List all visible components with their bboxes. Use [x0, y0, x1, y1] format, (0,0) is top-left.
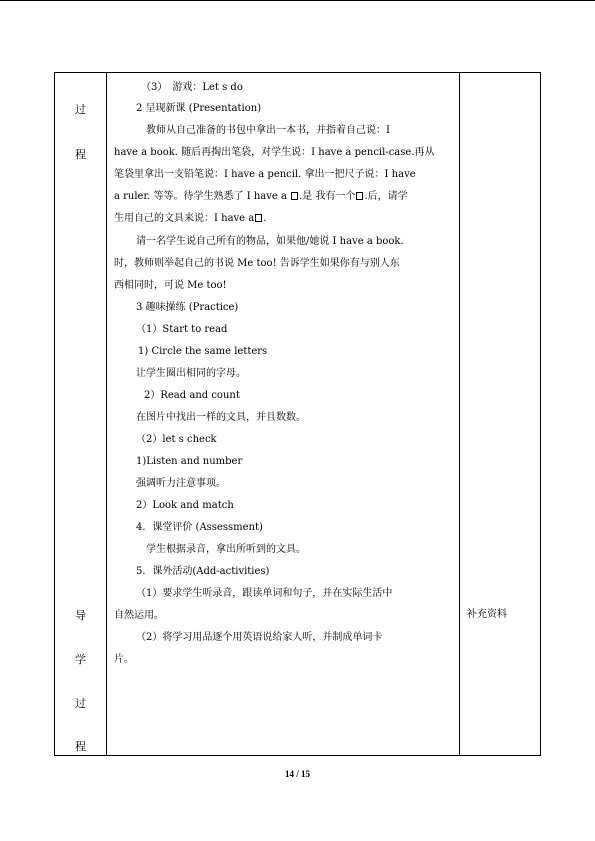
- supplementary-label: 补充资料: [467, 609, 507, 620]
- page-number: 14 / 15: [284, 769, 310, 779]
- text-segment: .后，请学: [364, 191, 408, 202]
- text-line: 3 趣味操练 (Practice): [136, 302, 239, 313]
- text-line: 1) Circle the same letters: [138, 346, 268, 357]
- text-line: [114, 212, 266, 226]
- column-divider-right: [459, 73, 460, 755]
- side-label-char: 学: [75, 653, 86, 666]
- text-line: 学生根据录音，拿出所听到的文具。: [146, 544, 306, 555]
- text-segment: a ruler. 等等。待学生熟悉了 I have a: [114, 191, 287, 202]
- text-line: （1）Start to read: [136, 324, 228, 335]
- text-segment: .是 我有一个: [299, 191, 356, 202]
- text-line: （2）将学习用品逐个用英语说给家人听，并制成单词卡: [136, 632, 383, 643]
- side-label-char: 程: [75, 740, 86, 753]
- text-line: 请一名学生说自己所有的物品，如果他/她说 I have a book.: [136, 236, 404, 247]
- blank-box: [356, 192, 363, 200]
- text-line: have a book. 随后再掏出笔袋，对学生说：I have a pencil-case.再从: [114, 147, 435, 158]
- blank-box: [255, 214, 262, 222]
- text-line: 4．课堂评价 (Assessment): [136, 522, 263, 533]
- text-line: 1)Listen and number: [136, 456, 243, 467]
- text-segment: 生用自己的文具来说：I have a: [114, 213, 255, 224]
- side-label-char: 过: [75, 697, 86, 710]
- text-line: （2）let s check: [136, 434, 217, 445]
- side-label-char: 导: [75, 609, 86, 622]
- side-label-char: 程: [75, 148, 86, 161]
- text-line: 让学生圈出相同的字母。: [136, 368, 246, 379]
- text-line: （3） 游戏：Let s do: [141, 82, 243, 93]
- text-line: （1）要求学生听录音，跟读单词和句子，并在实际生活中: [136, 588, 393, 599]
- text-line: 2 呈现新课 (Presentation): [136, 103, 262, 114]
- text-line: 笔袋里拿出一支铅笔说：I have a pencil. 拿出一把尺子说：I have: [114, 169, 416, 180]
- text-line: 时，教师则举起自己的书说 Me too! 告诉学生如果你有与别人东: [114, 258, 400, 269]
- text-line: 强调听力注意事项。: [136, 478, 226, 489]
- text-line: 2）Look and match: [136, 500, 234, 511]
- text-line: [114, 190, 408, 204]
- text-line: 2）Read and count: [144, 390, 240, 401]
- side-label-char: 过: [75, 103, 86, 116]
- header-rule: [0, 0, 595, 1]
- text-line: 片。: [114, 654, 134, 665]
- text-line: 5．课外活动(Add-activities): [136, 566, 270, 577]
- text-line: 在图片中找出一样的文具，并且数数。: [136, 412, 306, 423]
- text-line: 自然运用。: [114, 610, 164, 621]
- blank-box: [291, 192, 298, 200]
- text-segment: .: [263, 213, 267, 224]
- text-line: 西相同时，可说 Me too!: [114, 280, 227, 291]
- text-line: 教师从自己准备的书包中拿出一本书，并指着自己说：I: [146, 125, 390, 136]
- column-divider-left: [106, 73, 107, 755]
